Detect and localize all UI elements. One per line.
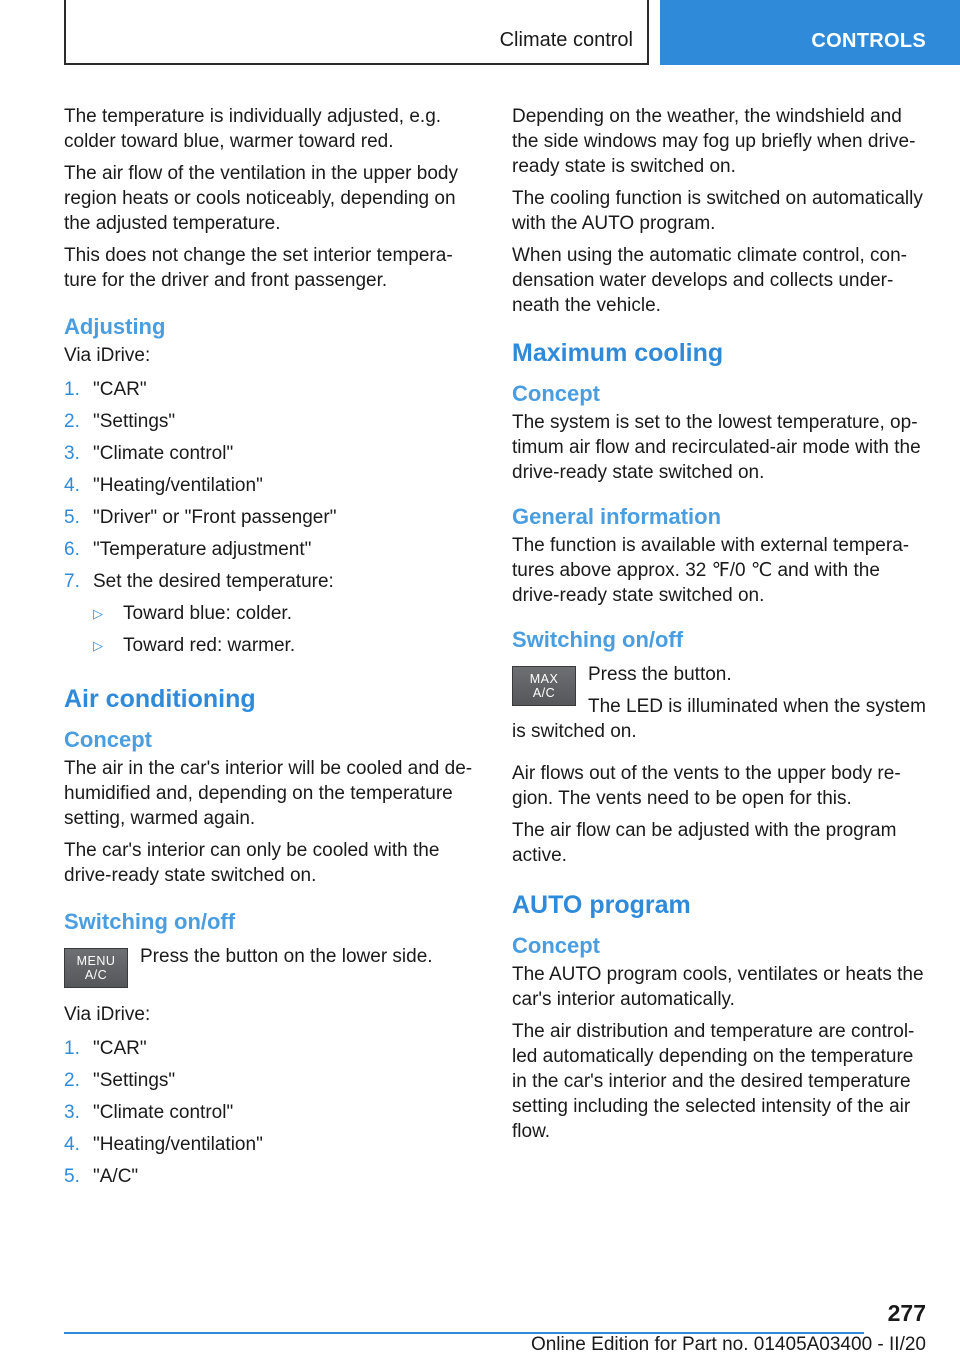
paragraph: The air flow of the ventilation in the upper body region heats or cools noticeably, depending on the adjusted temperature.	[64, 163, 458, 234]
heading-air-conditioning: Air conditioning	[64, 685, 256, 713]
list-item: 4. "Heating/ventilation"	[64, 475, 263, 496]
footer-edition: Online Edition for Part no. 01405A03400 - II/20	[530, 1334, 926, 1355]
heading-concept: Concept	[512, 933, 600, 958]
right-column	[512, 104, 928, 1151]
list-item: 2. "Settings"	[64, 1070, 176, 1091]
chapter-title: CONTROLS	[811, 30, 926, 52]
paragraph: The temperature is individually adjusted, e.g. colder toward blue, warmer toward red.	[64, 106, 442, 152]
ac-steps	[64, 1036, 476, 1189]
paragraph: This does not change the set interior temperature for the driver and front passenger.	[64, 245, 453, 291]
list-item: 2. "Settings"	[64, 411, 176, 432]
paragraph: Air flows out of the vents to the upper body region. The vents need to be open for this.	[512, 763, 901, 809]
list-item: 4. "Heating/ventilation"	[64, 1134, 263, 1155]
via-idrive-label: Via iDrive:	[64, 1004, 151, 1025]
paragraph: The system is set to the lowest temperature, optimum air flow and recirculated-air mode with the drive-ready state switched on.	[512, 412, 921, 483]
list-item: 1. "CAR"	[64, 1038, 147, 1059]
section-title: Climate control	[499, 29, 633, 51]
max-ac-button-icon: MAX A/C	[512, 666, 576, 706]
paragraph: The function is available with external temperatures above approx. 32 ℉/0 ℃ and with the drive-ready state switched on.	[512, 535, 910, 606]
sub-list-item: ▷ Toward blue: colder.	[93, 603, 292, 624]
header-section-tab	[64, 0, 649, 65]
paragraph: The car's interior can only be cooled with the drive-ready state switched on.	[64, 840, 440, 886]
heading-concept: Concept	[512, 381, 600, 406]
heading-switching-on-off: Switching on/off	[512, 627, 684, 652]
heading-maximum-cooling: Maximum cooling	[512, 339, 724, 367]
list-item: 7. Set the desired temperature: ▷ Toward blue: colder. ▷ Toward red: warmer.	[64, 569, 476, 658]
menu-ac-button-row	[64, 944, 476, 988]
paragraph: The air distribution and temperature are controlled automatically depending on the temperature in the car's interior and the desired temperature setting including the selected intensity of the air flow.	[512, 1021, 915, 1142]
heading-adjusting: Adjusting	[64, 314, 166, 339]
triangle-bullet-icon: ▷	[93, 606, 103, 621]
via-idrive-label: Via iDrive:	[64, 345, 151, 366]
sub-list-item: ▷ Toward red: warmer.	[93, 635, 296, 656]
paragraph: When using the automatic climate control, condensation water develops and collects underneath the vehicle.	[512, 245, 907, 316]
list-item: 3. "Climate control"	[64, 1102, 234, 1123]
triangle-bullet-icon: ▷	[93, 638, 103, 653]
heading-switching-on-off: Switching on/off	[64, 909, 236, 934]
list-item: 5. "A/C"	[64, 1166, 139, 1187]
heading-auto-program: AUTO program	[512, 891, 691, 919]
paragraph: Depending on the weather, the windshield and the side windows may fog up briefly when drive-ready state is switched on.	[512, 106, 916, 177]
menu-ac-button-icon: MENU A/C	[64, 948, 128, 988]
list-item: 5. "Driver" or "Front passenger"	[64, 507, 337, 528]
paragraph: The LED is illuminated when the system is switched on.	[512, 696, 926, 742]
paragraph: Press the button on the lower side.	[140, 946, 433, 967]
adjusting-steps	[64, 377, 476, 658]
left-column	[64, 104, 476, 1196]
list-item: 1. "CAR"	[64, 379, 147, 400]
list-item: 6. "Temperature adjustment"	[64, 539, 312, 560]
list-item: 3. "Climate control"	[64, 443, 234, 464]
page-number: 277	[887, 1300, 926, 1326]
heading-general-information: General information	[512, 504, 722, 529]
paragraph: The cooling function is switched on automatically with the AUTO program.	[512, 188, 923, 234]
max-ac-button-row	[512, 662, 928, 751]
paragraph: The air in the car's interior will be cooled and dehumidified and, depending on the temperature setting, warmed again.	[64, 758, 473, 829]
paragraph: The AUTO program cools, ventilates or heats the car's interior automatically.	[512, 964, 924, 1010]
paragraph: The air flow can be adjusted with the program active.	[512, 820, 897, 866]
heading-concept: Concept	[64, 727, 152, 752]
header-chapter-tab	[660, 0, 960, 65]
paragraph: Press the button.	[588, 664, 732, 685]
temperature-sub-list	[93, 601, 476, 658]
